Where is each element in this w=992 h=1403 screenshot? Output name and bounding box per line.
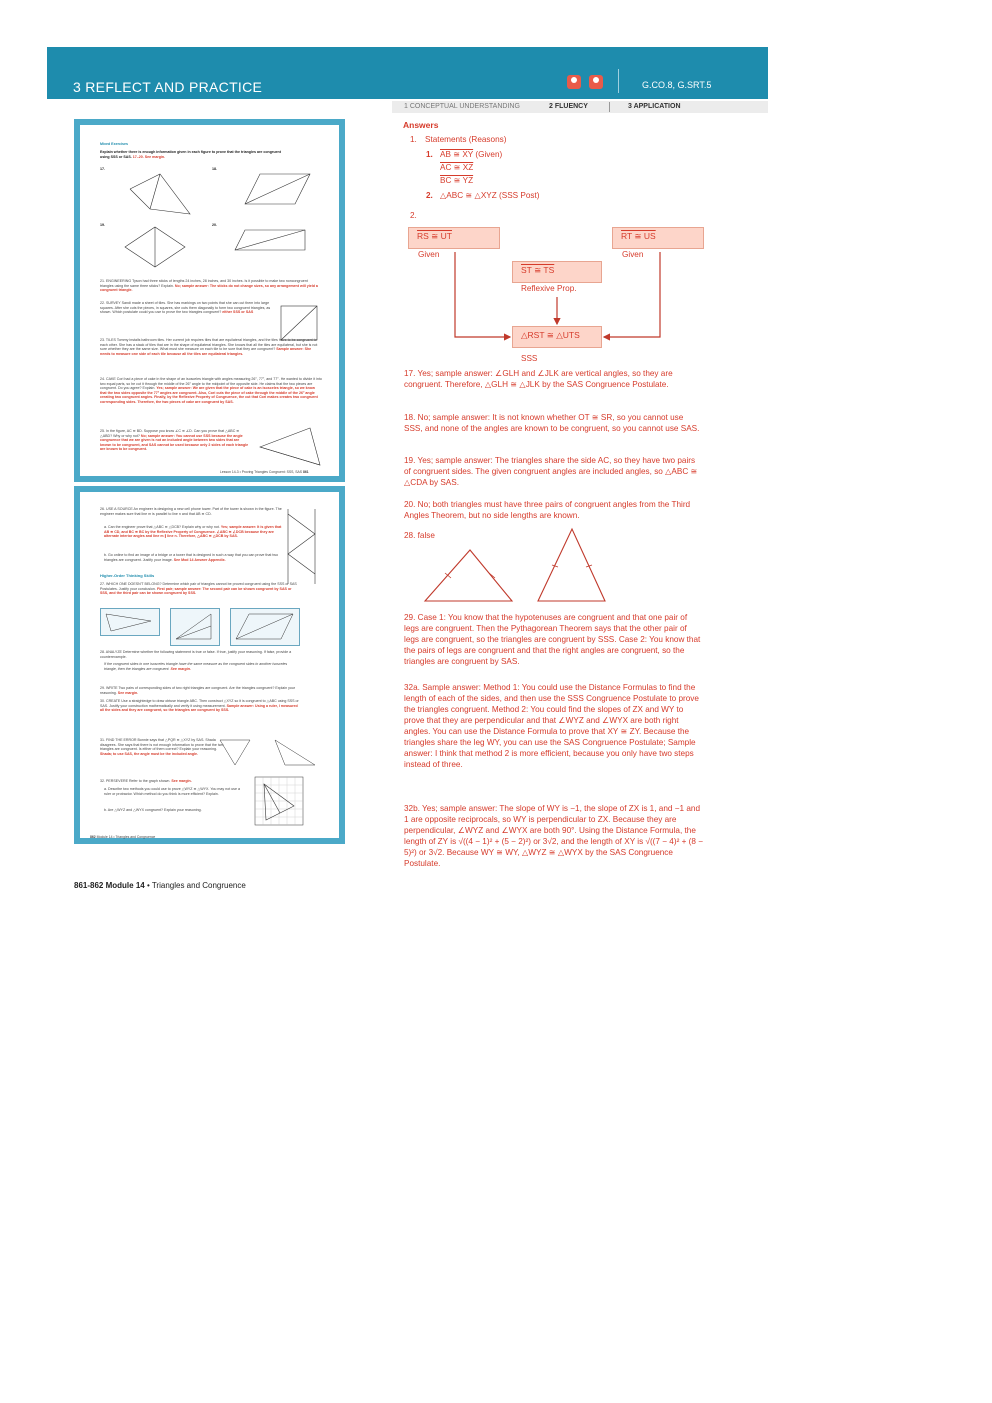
answer-20: 20. No; both triangles must have three pairs of congruent angles from the Third Angles Theorem, but no side lengths are known.	[404, 500, 691, 520]
ex26a-text: a. Can the engineer prove that △ABC ≅ △DCB? Explain why or why not. Yes; sample answer: It is given that AB ≅ CD, and BC ≅ BC by the Reflexive Property of Congruence. ∠ABC ≅ ∠DCB because they are alternate interior angles and line m ∥ line n. Therefore, △ABC ≅ △DCB by SAS.	[104, 525, 282, 539]
ex17-figure	[120, 169, 200, 219]
ex21-text: 21. ENGINEERING Tyson had three sticks of lengths 24 inches, 28 inches, and 30 inches. Is it possible to make two noncongruent triangles using the same three sticks? Explain. No; sample answer: The sticks do not change sizes, so any arrangement will yield a congruent triangle.	[100, 279, 318, 293]
answer-28-figure	[420, 527, 620, 607]
thumb1-page-footer: Lesson 14-3 • Proving Triangles Congruent: SSS, SAS 861	[220, 470, 309, 474]
thumb2-page-footer: 862 Module 14 • Triangles and Congruence	[90, 835, 156, 839]
answer-1-step1-line2: AC ≅ XZ	[440, 163, 474, 172]
answer-32a: 32a. Sample answer: Method 1: You could use the Distance Formulas to find the length of each of the sides, and then use the SSS Congruence Postulate to prove the triangles congruent. Method 2: You could find the slopes of ZX and WY to prove that they are perpendicular and that ∠WYZ and ∠WYX are both right angles. You can use the Distance Formula to prove that XY ≅ ZY. Because the triangles share the leg WY, you can use the SAS Congruence Postulate; Sample answer: I think that method 2 is more efficient, because you only have two steps instead of three.	[404, 683, 699, 769]
ex28-statement: If the congruent sides in one isosceles triangle have the same measure as the congruent sides in another isosceles triangle, then the triangles are congruent. See margin.	[104, 662, 288, 671]
ex27-text: 27. WHICH ONE DOESN'T BELONG? Determine which pair of triangles cannot be proved congruent using the SSS or SAS Postulates. Justify your conclusion. First pair; sample answer: The second pair can be shown congruent by SAS or SSS, and the third pair can be shown congruent by SSS.	[100, 582, 297, 596]
ex27-fig-2	[170, 608, 220, 646]
tab-conceptual: 1 CONCEPTUAL UNDERSTANDING	[404, 103, 520, 110]
answer-28: 28. false	[404, 531, 435, 540]
ex31-text: 31. FIND THE ERROR Bonnie says that △PQR ≅ △XYZ by SAS. Shada disagrees. She says that there is not enough information to prove that the two triangles are congruent. Is either of them correct? Explain your reasoning. Shada; to use SAS, the angle must be the included angle.	[100, 738, 224, 756]
ex29-text: 29. WRITE Two pairs of corresponding sides of two right triangles are congruent. Are the triangles congruent? Explain your reasoning. See margin.	[100, 686, 296, 695]
ex27-fig-3	[230, 608, 300, 646]
ex32a-text: a. Describe two methods you could use to prove △WYZ ≅ △WYX. You may not use a ruler or protractor. Which method do you think is more efficient? Explain.	[104, 787, 240, 796]
ex23-text: 23. TILES Tommy installs bathroom tiles. Her current job requires tiles that are equilateral triangles, and the tiles have to be congruent to each other. She has a stack of tiles that are in the shape of equilateral triangles. She knows that all the tiles are equilateral, but she is not sure whether they are the same size. What must she measure on each tile to be sure that they are congruent? Sample answer: She needs to measure one side of each tile because all the tiles are equilateral triangles.	[100, 338, 318, 356]
tab-application: 3 APPLICATION	[628, 103, 681, 110]
ex20-label: 20.	[212, 223, 217, 227]
hots-heading: Higher-Order Thinking Skills	[100, 573, 155, 578]
answer-1-step2-label: 2.	[426, 191, 433, 200]
ex25-text: 25. In the figure, AC ≅ BD. Suppose you know ∠C ≅ ∠D. Can you prove that △ABC ≅ △ABD? Why or why not? No; sample answer: You cannot use SSS because the angle congruence that we are given is not an included angle between two sides that are known to be congruent, and SAS cannot be used because only 2 sides of each triangle are known to be congruent.	[100, 429, 249, 452]
ex26-tower-figure	[280, 504, 325, 589]
tab-separator	[609, 102, 610, 112]
ex22-figure	[278, 303, 320, 343]
answer-32b: 32b. Yes; sample answer: The slope of WY is −1, the slope of ZX is 1, and −1 and 1 are opposite reciprocals, so WY is perpendicular to ZX. Because they are perpendicular, ∠WYZ and ∠WYX are both 90°. Using the Distance Formula, the length of ZY is √((4 − 1)² + (5 − 2)²) or 3√2, and the length of XY is √((7 − 4)² + (8 − 5)²) or 3√2. Because WY ≅ WY, △WYZ ≅ △WYX by the SAS Congruence Postulate.	[404, 804, 703, 868]
person-icon	[567, 75, 581, 89]
ex26b-text: b. Go online to find an image of a bridge or a tower that is designed in such a way that you can prove that two triangles are congruent. Justify your image. See Mod 14 Answer Appendix.	[104, 553, 279, 562]
answer-1-title: Statements (Reasons)	[425, 135, 507, 144]
ex26-text: 26. USE A SOURCE An engineer is designing a new cell phone tower. Part of the tower is shown in the figure. The engineer makes sure that line m is parallel to line n and that AB ≅ CD.	[100, 507, 282, 516]
ex22-text: 22. SURVEY Sandi made a sheet of tiles. She has markings on two points that she can cut them into large squares. After she cuts the pieces, in squares, she cuts them diagonally to form two congruent triangles, as shown. Which postulate could you use to prove the two triangles congruent? either SSS or SAS	[100, 301, 271, 315]
answer-17: 17. Yes; sample answer: ∠GLH and ∠JLK are vertical angles, so they are congruent. Therefore, △GLH ≅ △JLK by the SAS Congruence Postulate.	[404, 369, 673, 389]
answer-18: 18. No; sample answer: It is not known whether OT ≅ SR, so you cannot use SSS, and none of the angles are known to be congruent, so you cannot use SAS.	[404, 413, 700, 433]
banner-divider	[618, 69, 619, 93]
people-icon	[589, 75, 603, 89]
ex24-text: 24. CAKE Cori had a piece of cake in the shape of an isosceles triangle with angles measuring 26°, 77°, and 77°. He wanted to divide it into two equal parts, so he cut it through the middle of the 26° angle to the midpoint of the opposite side. He claims that the two pieces are congruent. Do you agree? Explain. Yes; sample answer: We are given that the piece of cake is an isosceles triangle, so we know that the two sides opposite the 77° angles are congruent. Also, Cori cuts the piece of cake through the middle of the 26° angle creating two congruent angles. Finally, by the Reflexive Property of Congruence, the cut that Cori makes creates two congruent corresponding sides. Therefore, the two pieces of cake are congruent by SAS.	[100, 377, 322, 404]
ex30-text: 30. CREATE Use a straightedge to draw obtuse triangle ABC. Then construct △XYZ so it is congruent to △ABC using SSS or SAS. Justify your construction mathematically and verify it using measurement. Sample answer: Using a ruler, I measured all the sides and they are congruent, so the triangles are congruent by SSS.	[100, 699, 299, 713]
flow-box-rst-uts: △RST ≅ △UTS	[512, 326, 602, 348]
answer-2-label: 2.	[410, 211, 417, 220]
ex32-text: 32. PERSEVERE Refer to the graph shown. See margin.	[100, 779, 192, 783]
thumb1-instructions: Explain whether there is enough information given in each figure to prove that the triangles are congruent using SSS or SAS. 17–20. See margin.	[100, 150, 281, 159]
answers-heading: Answers	[403, 120, 439, 130]
ex17-label: 17.	[100, 167, 105, 171]
flow-label-sss: SSS	[521, 354, 538, 363]
ex19-figure	[120, 225, 190, 270]
ex18-label: 18.	[212, 167, 217, 171]
ex18-figure	[235, 169, 315, 209]
ex20-figure	[230, 225, 310, 255]
ex32-graph	[254, 776, 304, 826]
page-footer: 861-862 Module 14 • Triangles and Congruence	[74, 881, 246, 890]
mixed-exercises-heading: Mixed Exercises	[100, 142, 128, 146]
page-thumbnail-861	[74, 119, 345, 482]
answer-1-label: 1.	[410, 135, 417, 144]
flow-box-rt-us: RT ≅ US	[612, 227, 704, 249]
tab-fluency: 2 FLUENCY	[549, 103, 588, 110]
answer-1-step1-label: 1.	[426, 150, 433, 159]
flow-label-given-1: Given	[418, 250, 440, 259]
section-banner	[47, 47, 768, 99]
ex32b-text: b. Are △WYZ and △WYX congruent? Explain your reasoning.	[104, 808, 202, 812]
ex25-figure	[255, 425, 325, 470]
answer-19: 19. Yes; sample answer: The triangles share the side AC, so they have two pairs of congruent sides. The given congruent angles are included angles, so △ABC ≅ △CDA by SAS.	[404, 456, 698, 487]
flow-box-st-ts: ST ≅ TS	[512, 261, 602, 283]
page-thumbnail-862	[74, 486, 345, 844]
answer-1-step1-line1: AB ≅ XY (Given)	[440, 150, 503, 159]
flow-label-given-2: Given	[622, 250, 644, 259]
ex19-label: 19.	[100, 223, 105, 227]
banner-icons	[567, 75, 607, 94]
ex27-fig-1	[100, 608, 160, 636]
answer-1-step2: △ABC ≅ △XYZ (SSS Post)	[440, 191, 540, 200]
ex31-figure	[215, 735, 325, 775]
standards-label: G.CO.8, G.SRT.5	[642, 80, 712, 90]
flow-arrows	[400, 240, 720, 350]
section-title: 3 REFLECT AND PRACTICE	[73, 79, 263, 95]
ex28-text: 28. ANALYZE Determine whether the following statement is true or false. If true, justify your reasoning. If false, provide a counterexample.	[100, 650, 292, 659]
answer-1-step1-line3: BC ≅ YZ	[440, 176, 474, 185]
flow-label-reflexive: Reflexive Prop.	[521, 284, 577, 293]
flow-box-rs-ut: RS ≅ UT	[408, 227, 500, 249]
practice-tabs	[392, 101, 768, 113]
answer-29: 29. Case 1: You know that the hypotenuses are congruent and that one pair of legs are congruent. Then the Pythagorean Theorem says that the other pair of legs are congruent, so the triangles are congruent by SSS. Case 2: You know that the pairs of legs are congruent and that the right angles are congruent, so the triangles are congruent by SAS.	[404, 613, 701, 666]
